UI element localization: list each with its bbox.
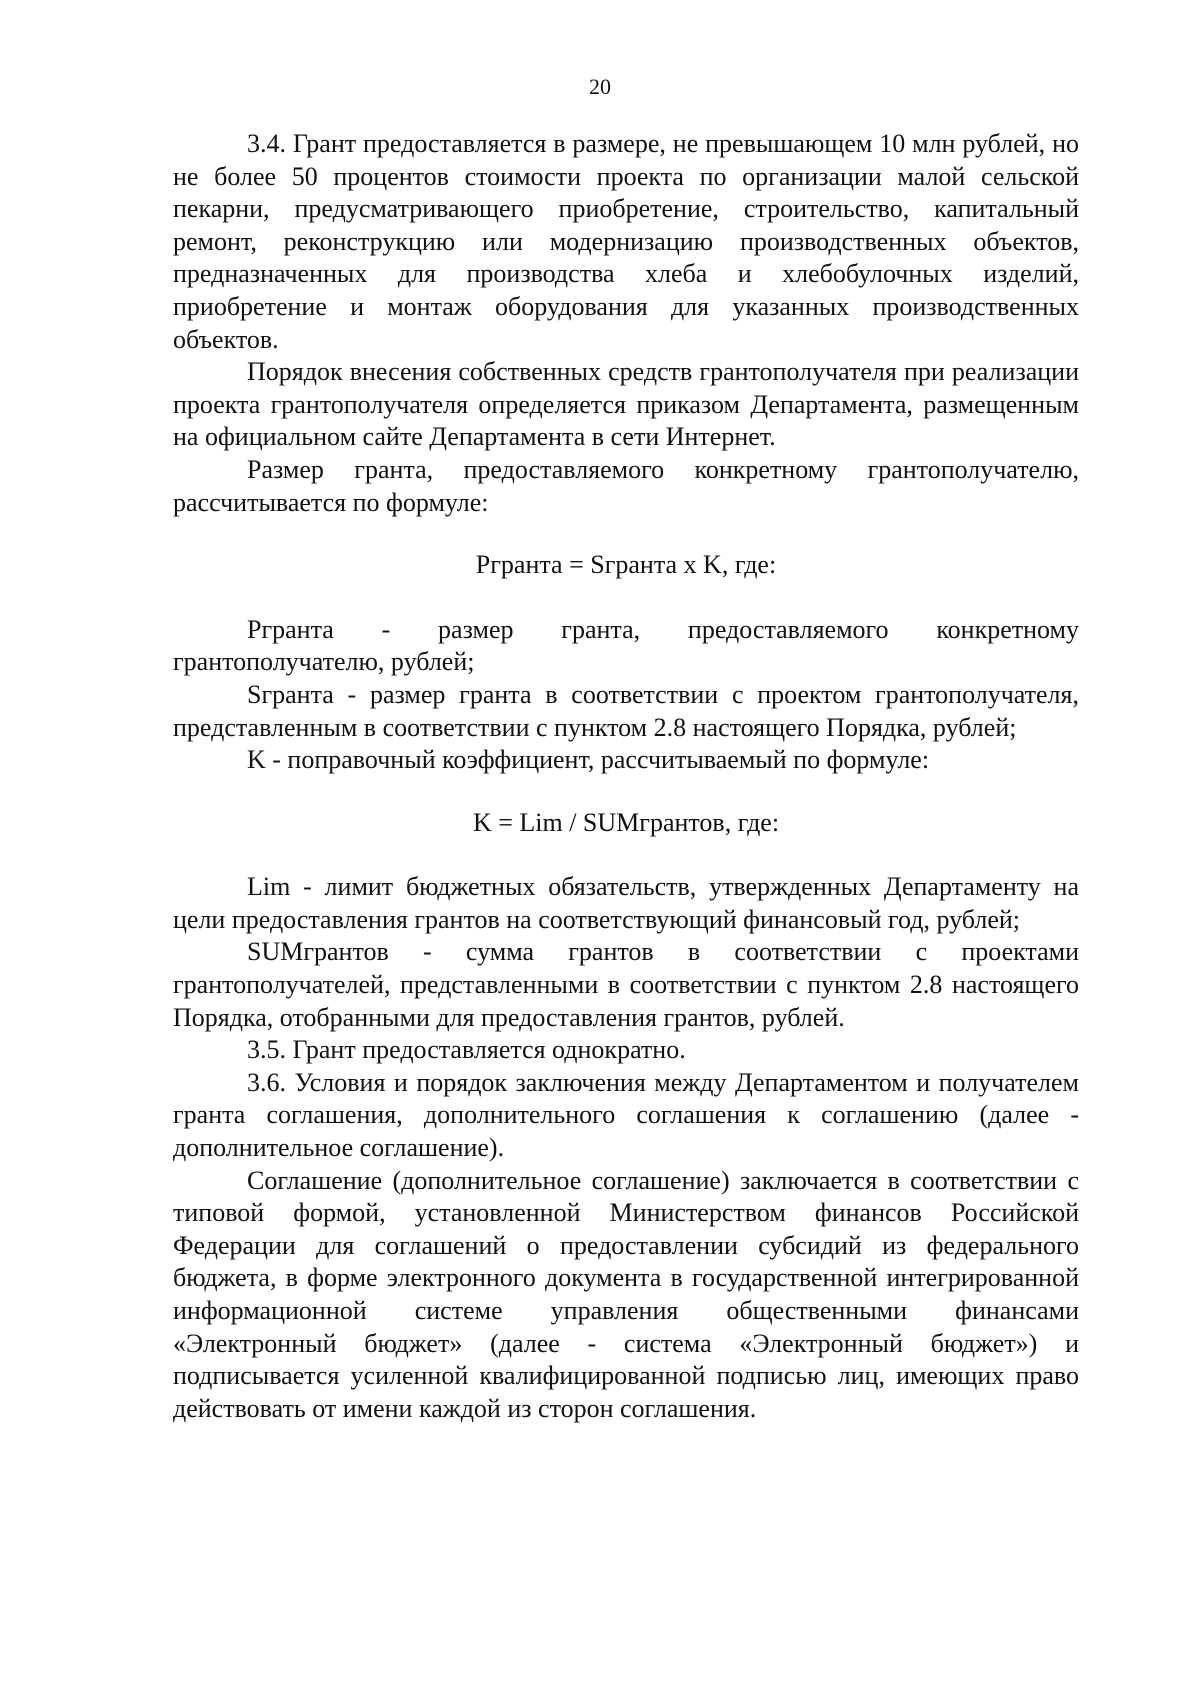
formula-grant: Pгранта = Sгранта x K, где: bbox=[475, 550, 777, 580]
definition-s-granta: Sгранта - размер гранта в соответствии с проектом грантополучателя, представленным в соответствии с пунктом 2.8 настоящего Порядка, рублей; bbox=[173, 679, 1079, 742]
paragraph-grant-size: Размер гранта, предоставляемого конкретному грантополучателю, рассчитывается по формуле: bbox=[173, 454, 1079, 517]
paragraph-own-funds: Порядок внесения собственных средств грантополучателя при реализации проекта грантополучателя определяется приказом Департамента, размещенным на официальном сайте Департамента в сети Интернет. bbox=[173, 357, 1079, 452]
definition-p-granta: Pгранта - размер гранта, предоставляемого конкретному грантополучателю, рублей; bbox=[173, 614, 1079, 677]
paragraph-3-6: 3.6. Условия и порядок заключения между Департаментом и получателем гранта соглашения, дополнительного соглашения к соглашению (далее - дополнительное соглашение). bbox=[173, 1067, 1079, 1163]
page-number: 20 bbox=[589, 74, 611, 99]
definition-sum-grants: SUMгрантов - сумма грантов в соответствии с проектами грантополучателей, представленными в соответствии с пунктом 2.8 настоящего Порядка, отобранными для предоставления грантов, рублей. bbox=[173, 937, 1079, 1032]
paragraph-agreement: Соглашение (дополнительное соглашение) заключается в соответствии с типовой формой, установленной Министерством финансов Российской Федерации для соглашений о предоставлении субсидий из федерального бюджета, в форме электронного документа в государственной интегрированной информационной системе управления общественными финансами «Электронный бюджет» (далее - система «Электронный бюджет») и подписывается усиленной квалифицированной подписью лиц, имеющих право действовать от имени каждой из сторон соглашения. bbox=[173, 1165, 1079, 1423]
document-body bbox=[173, 128, 1079, 1425]
formula-coefficient: K = Lim / SUMгрантов, где: bbox=[472, 807, 780, 837]
definition-k: K - поправочный коэффициент, рассчитываемый по формуле: bbox=[247, 745, 930, 775]
paragraph-3-5: 3.5. Грант предоставляется однократно. bbox=[247, 1035, 686, 1065]
definition-lim: Lim - лимит бюджетных обязательств, утвержденных Департаменту на цели предоставления грантов на соответствующий финансовый год, рублей; bbox=[173, 872, 1079, 934]
paragraph-3-4: 3.4. Грант предоставляется в размере, не превышающем 10 млн рублей, но не более 50 процентов стоимости проекта по организации малой сельской пекарни, предусматривающего приобретение, строительство, капитальный ремонт, реконструкцию или модернизацию производственных объектов, предназначенных для производства хлеба и хлебобулочных изделий, приобретение и монтаж оборудования для указанных производственных объектов. bbox=[173, 129, 1079, 354]
